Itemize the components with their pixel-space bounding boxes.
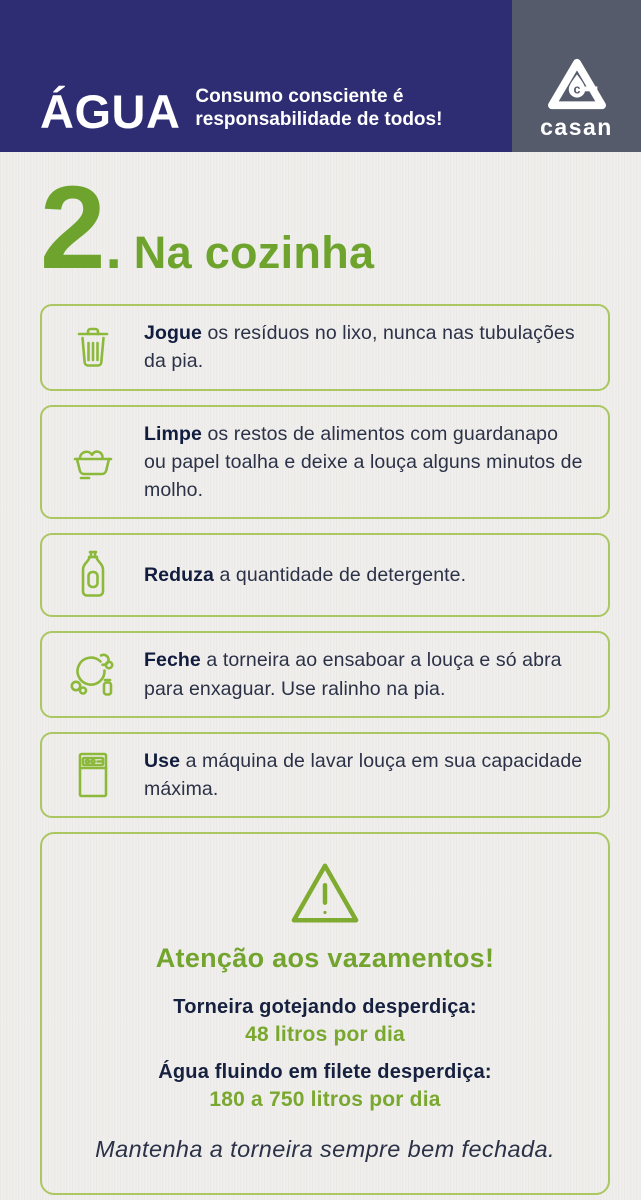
tip-body: a máquina de lavar louça em sua capacidade máxima. xyxy=(144,749,583,801)
plate-sponge-icon xyxy=(64,648,122,702)
page-title: ÁGUA xyxy=(40,85,181,139)
attention-title: Atenção aos vazamentos! xyxy=(155,943,495,974)
stat-label: Água fluindo em filete desperdiça: xyxy=(158,1061,492,1084)
trash-icon xyxy=(64,321,122,373)
tip-text xyxy=(144,561,466,589)
dishes-icon xyxy=(64,437,122,487)
tip-text xyxy=(144,319,584,376)
tip-keyword: Reduza xyxy=(144,564,214,587)
tips-list xyxy=(40,304,610,818)
tip-card xyxy=(40,732,610,819)
content xyxy=(0,162,641,1195)
tip-card xyxy=(40,304,610,391)
stat-trickling-water xyxy=(70,1061,580,1112)
tip-body: os resíduos no lixo, nunca nas tubulações da pia. xyxy=(144,322,575,373)
header-subtitle-line1: Consumo consciente é xyxy=(195,85,404,107)
closing-note: Mantenha a torneira sempre bem fechada. xyxy=(95,1136,555,1163)
dishwasher-icon xyxy=(64,749,122,801)
tip-text xyxy=(144,420,584,505)
section-number-dot: . xyxy=(105,216,122,281)
tip-body: os restos de alimentos com guardanapo ou papel toalha e deixe a louça alguns minutos de molho. xyxy=(144,422,583,502)
header-subtitle-line2: responsabilidade de todos! xyxy=(195,108,443,130)
tip-card xyxy=(40,631,610,718)
tip-body: a torneira ao ensaboar a louça e só abra para enxaguar. Use ralinho na pia. xyxy=(144,649,562,700)
header xyxy=(0,0,641,152)
tip-keyword: Feche xyxy=(144,649,201,672)
leak-stats xyxy=(70,996,580,1112)
tip-card xyxy=(40,405,610,520)
stat-value: 180 a 750 litros por dia xyxy=(209,1088,441,1112)
tip-keyword: Jogue xyxy=(144,322,202,344)
warning-triangle-icon xyxy=(286,858,364,928)
tip-body: a quantidade de detergente. xyxy=(213,564,467,587)
stat-label: Torneira gotejando desperdiça: xyxy=(173,996,477,1019)
header-subtitle xyxy=(195,85,442,132)
casan-water-drop-logo-icon xyxy=(546,56,608,114)
stat-dripping-tap xyxy=(70,996,580,1047)
section-title xyxy=(40,162,610,294)
attention-box xyxy=(40,832,610,1195)
casan-logo-text: casan xyxy=(540,114,613,140)
tip-keyword: Use xyxy=(144,749,181,772)
section-number: 2 xyxy=(40,162,104,294)
section-name: Na cozinha xyxy=(133,227,375,278)
svg-text:c: c xyxy=(573,82,580,97)
detergent-bottle-icon xyxy=(64,548,122,602)
tip-text xyxy=(144,747,584,804)
stat-value: 48 litros por dia xyxy=(245,1023,405,1047)
tip-text xyxy=(144,646,584,703)
tip-card xyxy=(40,533,610,617)
casan-brand-panel xyxy=(512,0,641,152)
tip-keyword: Limpe xyxy=(144,422,202,445)
header-banner xyxy=(0,0,512,152)
